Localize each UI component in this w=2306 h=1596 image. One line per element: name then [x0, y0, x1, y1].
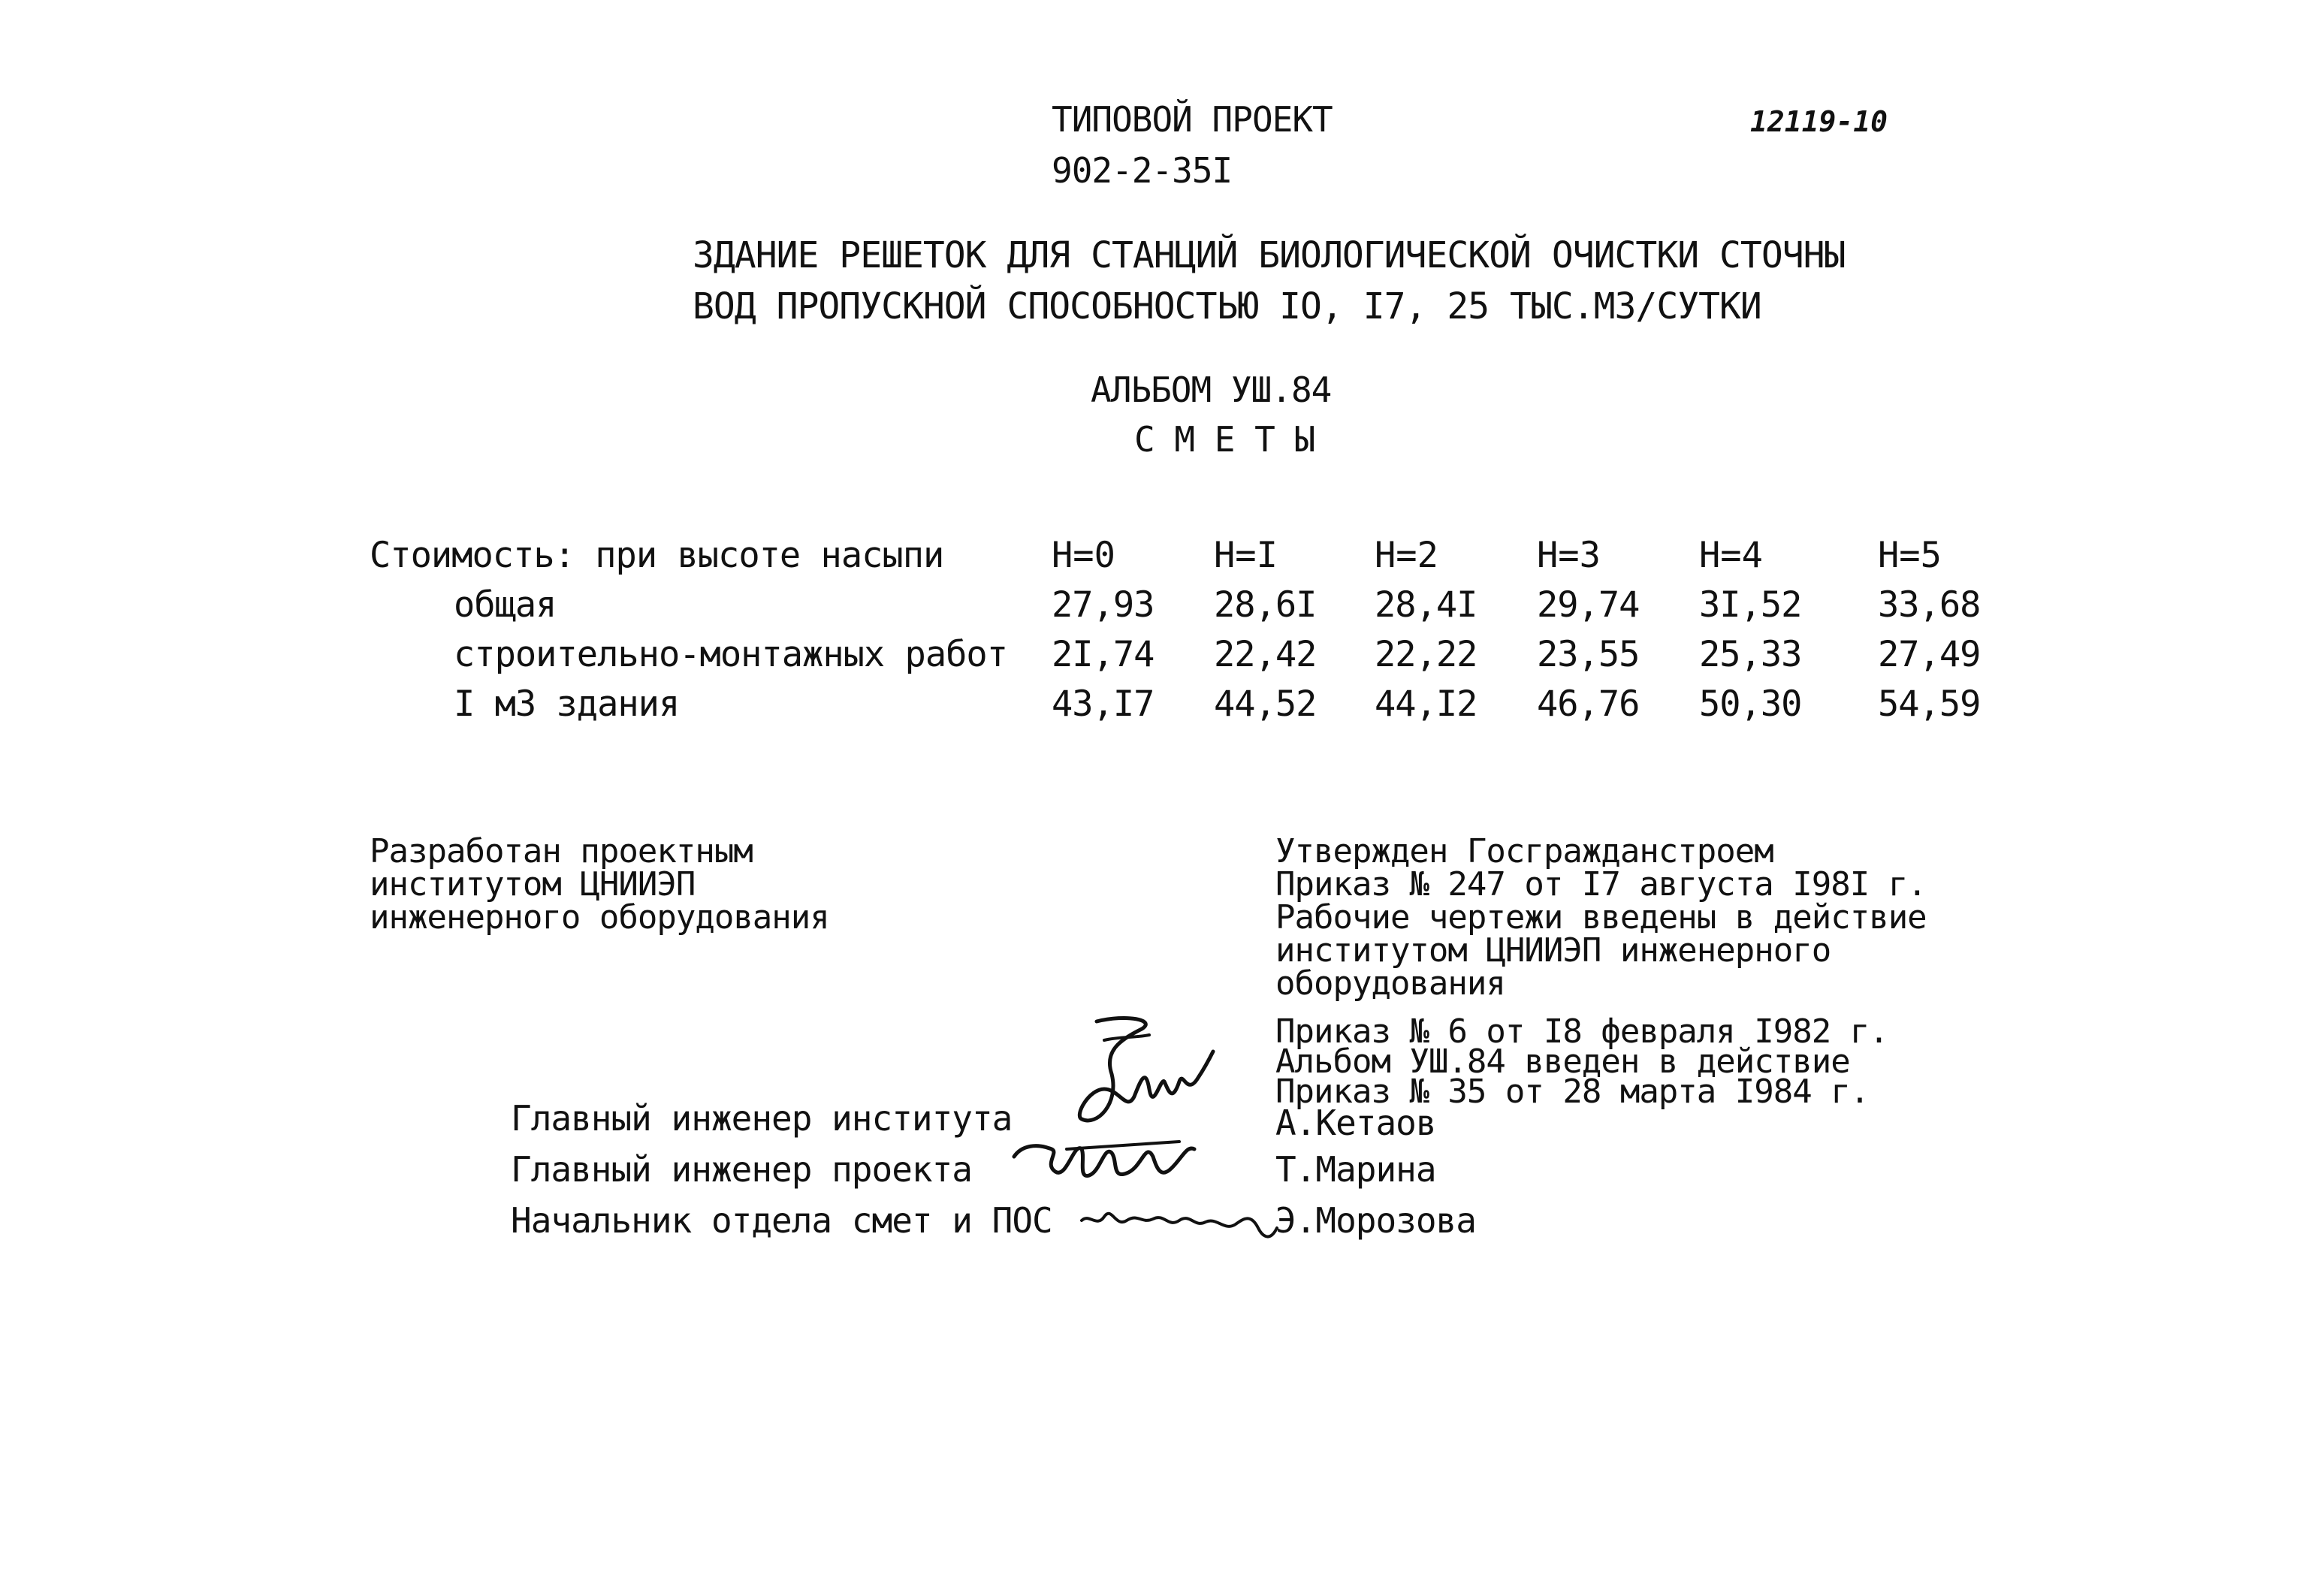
signature-role: Главный инженер института	[511, 1098, 1013, 1139]
developed-by-line: инженерного оборудования	[370, 898, 829, 937]
column-header: Н=2	[1375, 535, 1438, 576]
approval-line: оборудования	[1275, 964, 1505, 1003]
approval-line: Приказ № 247 от I7 августа I98I г.	[1275, 865, 1927, 904]
cost-table-label: Стоимость: при высоте насыпи	[370, 535, 944, 576]
approval-line: институтом ЦНИИЭП инженерного	[1275, 931, 1831, 970]
cost-value: 25,33	[1699, 634, 1802, 675]
signature-name: Э.Морозова	[1275, 1200, 1476, 1241]
cost-value: 50,30	[1699, 683, 1802, 725]
column-header: Н=4	[1699, 535, 1763, 576]
handwritten-signature-chief-engineer-project	[999, 1127, 1224, 1194]
project-type: ТИПОВОЙ ПРОЕКТ	[1052, 99, 1333, 140]
handwritten-signature-head-estimates	[1074, 1190, 1284, 1251]
album-label: АЛЬБОМ УШ.84	[1091, 370, 1332, 410]
cost-value: 23,55	[1537, 634, 1640, 675]
cost-value: 2I,74	[1052, 634, 1155, 675]
cost-value: 28,4I	[1375, 584, 1477, 626]
row-label: строительно-монтажных работ	[454, 634, 1008, 675]
cost-value: 22,22	[1375, 634, 1477, 675]
cost-value: 46,76	[1537, 683, 1640, 725]
cost-value: 44,I2	[1375, 683, 1477, 725]
cost-value: 44,52	[1214, 683, 1317, 725]
column-header: Н=5	[1878, 535, 1942, 576]
cost-value: 27,93	[1052, 584, 1155, 626]
column-header: Н=I	[1214, 535, 1278, 576]
cost-value: 28,6I	[1214, 584, 1317, 626]
title-line-2: ВОД ПРОПУСКНОЙ СПОСОБНОСТЬЮ IO, I7, 25 ТЫС.М3/СУТКИ	[693, 285, 1761, 327]
signature-name: А.Кетаов	[1275, 1103, 1436, 1143]
approval-line: Приказ № 6 от I8 февраля I982 г.	[1275, 1012, 1888, 1051]
signature-role: Главный инженер проекта	[511, 1149, 972, 1190]
cost-value: 27,49	[1878, 634, 1981, 675]
column-header: Н=0	[1052, 535, 1115, 576]
signature-name: Т.Марина	[1275, 1149, 1436, 1190]
developed-by-line: Разработан проектным	[370, 832, 753, 870]
cost-value: 29,74	[1537, 584, 1640, 626]
row-label: I м3 здания	[454, 683, 680, 725]
row-label: общая	[454, 584, 557, 626]
approval-line: Приказ № 35 от 28 марта I984 г.	[1275, 1073, 1870, 1111]
developed-by-line: институтом ЦНИИЭП	[370, 865, 696, 904]
approval-line: Утвержден Госгражданстроем	[1275, 832, 1773, 870]
column-header: Н=3	[1537, 535, 1601, 576]
cost-value: 22,42	[1214, 634, 1317, 675]
cost-value: 54,59	[1878, 683, 1981, 725]
section-label: С М Е Т Ы	[1134, 419, 1315, 460]
registration-code: 12119-10	[1750, 105, 1888, 138]
cost-value: 33,68	[1878, 584, 1981, 626]
signature-role: Начальник отдела смет и ПОС	[511, 1200, 1052, 1241]
cost-value: 3I,52	[1699, 584, 1802, 626]
project-number: 902-2-35I	[1052, 150, 1233, 191]
approval-line: Альбом УШ.84 введен в действие	[1275, 1042, 1850, 1081]
title-line-1: ЗДАНИЕ РЕШЕТОК ДЛЯ СТАНЦИЙ БИОЛОГИЧЕСКОЙ ОЧИСТКИ СТОЧНЫ	[693, 234, 1846, 276]
approval-line: Рабочие чертежи введены в действие	[1275, 898, 1927, 937]
cost-value: 43,I7	[1052, 683, 1155, 725]
